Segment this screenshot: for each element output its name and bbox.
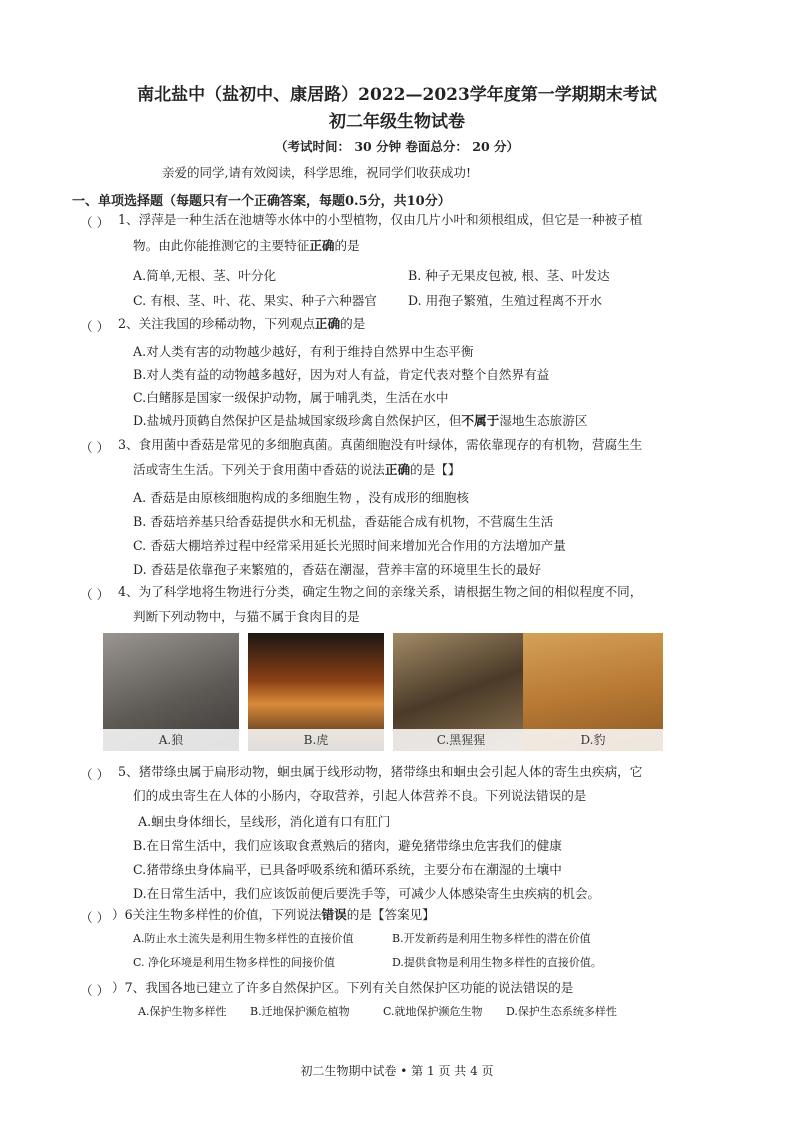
q2-option-a: A.对人类有害的动物越少越好，有利于维持自然界中生态平衡 — [133, 344, 474, 359]
leopard-caption: D.豹 — [523, 729, 663, 751]
q6-option-a: A.防止水土流失是利用生物多样性的直接价值 — [133, 932, 354, 945]
q2-emphasis: 正确 — [314, 316, 341, 331]
greeting: 亲爱的同学,请有效阅读，科学思维，祝同学们收获成功! — [162, 165, 471, 180]
q2-option-d — [133, 410, 587, 429]
exam-title: 南北盐中（盐初中、康居路）2022—2023学年度第一学期期末考试 — [137, 85, 657, 105]
answer-paren-q6[interactable]: （ ） — [80, 910, 110, 925]
q7-option-d: D.保护生态系统多样性 — [506, 1005, 617, 1018]
tiger-photo — [248, 633, 384, 751]
answer-paren-q7[interactable]: （ ） — [80, 983, 110, 998]
q1-line2 — [133, 234, 360, 258]
chimpanzee-caption: C.黑猩猩 — [393, 729, 529, 751]
q6-emphasis: 错误 — [321, 907, 347, 922]
q3-option-b: B. 香菇培养基只给香菇提供水和无机盐，香菇能合成有机物，不营腐生生活 — [133, 514, 554, 529]
answer-paren-q1[interactable]: （ ） — [80, 215, 110, 230]
q5-option-d: D.在日常生活中，我们应该饭前便后要洗手等，可减少人体感染寄生虫疾病的机会。 — [133, 886, 601, 901]
q2-d-text: D.盐城丹顶鹤自然保护区是盐城国家级珍禽自然保护区，但 — [133, 413, 462, 428]
q3-line2 — [133, 458, 460, 482]
q5-line1: 5、猪带绦虫属于扁形动物，蛔虫属于线形动物，猪带绦虫和蛔虫会引起人体的寄生虫疾病，它 — [118, 764, 643, 779]
animal-images — [103, 633, 663, 751]
answer-paren-q2[interactable]: （ ） — [80, 319, 110, 334]
q2-option-c: C.白鳍豚是国家一级保护动物，属于哺乳类，生活在水中 — [133, 390, 449, 405]
q1-option-c: C. 有根、茎、叶、花、果实、种子六种器官 — [133, 293, 377, 308]
q1-emphasis: 正确 — [309, 238, 335, 253]
q6-option-d: D.提供食物是利用生物多样性的直接价值。 — [392, 956, 602, 969]
q2-option-b: B.对人类有益的动物越多越好，因为对人有益，肯定代表对整个自然界有益 — [133, 367, 550, 382]
q2-stem — [118, 312, 365, 336]
answer-paren-q3[interactable]: （ ） — [80, 440, 110, 455]
q7-option-c: C.就地保护濒危生物 — [383, 1005, 483, 1018]
q5-option-c: C.猪带绦虫身体扁平，已具备呼吸系统和循环系统，主要分布在潮湿的土壤中 — [133, 862, 562, 877]
q3-line1: 3、食用菌中香菇是常见的多细胞真菌。真菌细胞没有叶绿体，需依靠现存的有机物，营腐生生 — [118, 437, 643, 452]
leopard-photo — [523, 633, 663, 751]
q6-text: ）6关注生物多样性的价值，下列说法 — [112, 907, 322, 922]
q2-text: 2、关注我国的珍稀动物，下列观点 — [118, 316, 315, 331]
q3-option-d: D. 香菇是依靠孢子来繁殖的，香菇在潮湿，营养丰富的环境里生长的最好 — [133, 562, 542, 577]
q3-text: 活或寄生生活。下列关于食用菌中香菇的说法 — [133, 462, 385, 477]
q5-option-b: B.在日常生活中，我们应该取食煮熟后的猪肉，避免猪带绦虫危害我们的健康 — [133, 838, 562, 853]
q3-emphasis: 正确 — [384, 462, 411, 477]
tiger-caption: B.虎 — [248, 729, 384, 751]
q3-text-end: 的是【】 — [410, 462, 461, 477]
q2-d-text-end: 湿地生态旅游区 — [499, 413, 588, 428]
q5-option-a: A.蛔虫身体细长，呈线形，消化道有口有肛门 — [138, 814, 391, 829]
q6-option-b: B.开发新药是利用生物多样性的潜在价值 — [392, 932, 591, 945]
q6-stem — [112, 903, 435, 927]
wolf-photo — [103, 633, 239, 751]
q7-option-a: A.保护生物多样性 — [138, 1005, 227, 1018]
q1-option-d: D. 用孢子繁殖，生殖过程离不开水 — [408, 293, 602, 308]
q6-text-end: 的是【答案见】 — [346, 907, 435, 922]
q7-option-b: B.迁地保护濒危植物 — [250, 1005, 350, 1018]
q1-line1: 1、浮萍是一种生活在池塘等水体中的小型植物，仅由几片小叶和须根组成，但它是一种被子植 — [118, 212, 643, 227]
chimpanzee-photo — [393, 633, 529, 751]
section-heading: 一、单项选择题（每题只有一个正确答案，每题0.5分，共10分） — [72, 194, 451, 209]
answer-paren-q5[interactable]: （ ） — [80, 767, 110, 782]
q1-text-end: 的是 — [334, 238, 360, 253]
q2-d-emphasis: 不属于 — [461, 413, 500, 428]
q1-option-b: B. 种子无果皮包被, 根、茎、叶发达 — [408, 268, 610, 283]
q5-line2: 们的成虫寄生在人体的小肠内，夺取营养，引起人体营养不良。下列说法错误的是 — [133, 788, 587, 803]
page-footer: 初二生物期中试卷 • 第 1 页 共 4 页 — [300, 1064, 494, 1078]
q4-line1: 4、为了科学地将生物进行分类，确定生物之间的亲缘关系，请根据生物之间的相似程度不同， — [118, 584, 643, 599]
q3-option-a: A. 香菇是由原核细胞构成的多细胞生物 ，没有成形的细胞核 — [133, 490, 469, 505]
wolf-caption: A.狼 — [103, 729, 239, 751]
q2-text-end: 的是 — [340, 316, 366, 331]
q6-option-c: C. 净化环境是利用生物多样性的间接价值 — [133, 956, 336, 969]
q1-text: 物。由此你能推测它的主要特征 — [133, 238, 310, 253]
q7-stem: ）7、我国各地已建立了许多自然保护区。下列有关自然保护区功能的说法错误的是 — [112, 980, 574, 995]
q4-line2: 判断下列动物中，与猫不属于食肉目的是 — [133, 609, 360, 624]
q3-option-c: C. 香菇大棚培养过程中经常采用延长光照时间来增加光合作用的方法增加产量 — [133, 538, 566, 553]
answer-paren-q4[interactable]: （ ） — [80, 587, 110, 602]
q1-option-a: A.简单,无根、茎、叶分化 — [133, 268, 277, 283]
exam-meta: （考试时间： 30 分钟 卷面总分： 20 分） — [274, 139, 520, 154]
exam-subtitle: 初二年级生物试卷 — [329, 112, 465, 132]
